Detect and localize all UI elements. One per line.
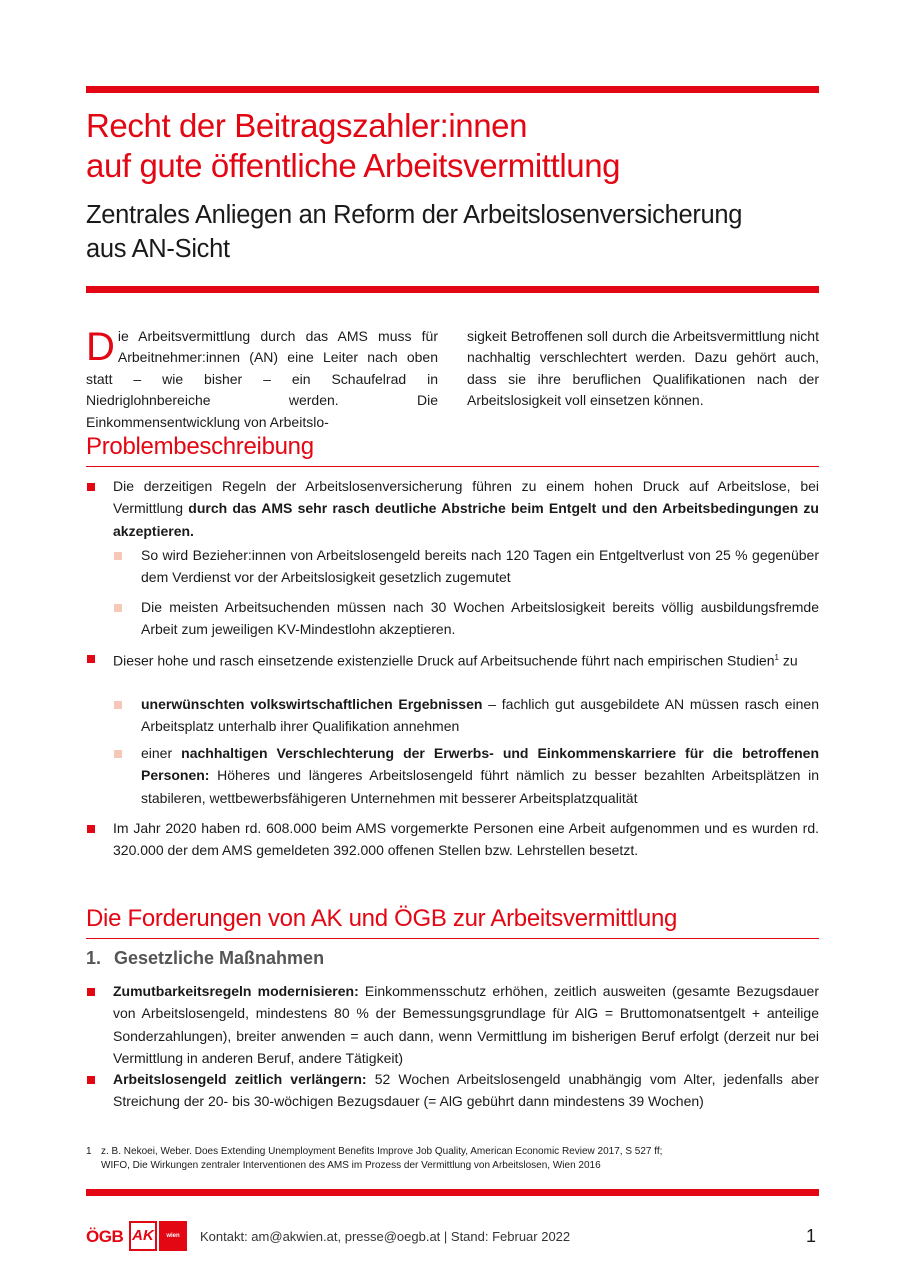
page-number: 1	[806, 1226, 817, 1246]
problem-item-1-sub-1: So wird Bezieher:innen von Arbeitslosengeld bereits nach 120 Tagen ein Entgeltverlust von 25 % gegenüber dem Verdienst vor der Arbeitslosigkeit gesetzlich zugemutet	[141, 547, 819, 586]
problem-item-2	[113, 647, 819, 672]
problem-item-1-text: Die derzeitigen Regeln der Arbeitslosenversicherung führen zu einem hohen Druck auf Arbeitslose, bei Vermittlung	[113, 478, 819, 517]
bullet-square-icon	[87, 1076, 95, 1084]
problem-item-2-text: Dieser hohe und rasch einsetzende existenzielle Druck auf Arbeitsuchende führt nach empirischen Studien	[113, 652, 775, 669]
title-line-1: Recht der Beitragszahler:innen	[86, 107, 528, 144]
ogb-logo: ÖGB	[86, 1227, 124, 1246]
problem-heading-rule	[86, 466, 819, 467]
problem-item-1	[113, 475, 819, 542]
bullet-square-icon	[87, 825, 95, 833]
footnote	[86, 1145, 819, 1173]
bullet-square-icon	[87, 988, 95, 996]
footnote-line-2: WIFO, Die Wirkungen zentraler Interventionen des AMS im Prozess der Vermittlung von Arbeitslosen, Wien 2016	[101, 1160, 601, 1171]
demands-item-1-text: Einkommensschutz erhöhen, zeitlich ausweiten (gesamte Bezugsdauer von Arbeitslosengeld, mindestens 80 % der Bemessungsgrundlage für AlG = Bruttomonatsentgelt + anteilige Sonderzahlungen), breiter anwenden = auch dann, wenn Vermittlung im bisherigen Beruf erfolgt (derzeit nur bei Vermittlung in anderen Beruf, andere Tätigkeit)	[113, 983, 819, 1067]
problem-item-2-sub-2-text: Höheres und längeres Arbeitslosengeld führt nämlich zu besser bezahlten Arbeitsplätzen in stabileren, wettbewerbsfähigeren Unternehmen mit besserer Arbeitsplatzqualität	[141, 767, 819, 806]
section-heading-demands: Die Forderungen von AK und ÖGB zur Arbeitsvermittlung	[86, 905, 678, 932]
demands-item-2-text: 52 Wochen Arbeitslosengeld unabhängig vom Alter, jedenfalls aber Streichung der 20- bis 30-wöchigen Bezugsdauer (= AlG gebührt dann mindestens 39 Wochen)	[113, 1071, 820, 1110]
footnote-line-1: z. B. Nekoei, Weber. Does Extending Unemployment Benefits Improve Job Quality, American Economic Review 2017, S 527 ff;	[101, 1146, 663, 1157]
subtitle-line-2: aus AN-Sicht	[86, 235, 230, 263]
top-rule	[86, 86, 819, 93]
ak-logo: AK	[129, 1221, 157, 1251]
sub-bullet-square-icon	[114, 552, 122, 560]
footer-contact: Kontakt: am@akwien.at, presse@oegb.at | Stand: Februar 2022	[200, 1229, 571, 1244]
bullet-square-icon	[87, 655, 95, 663]
title-line-2: auf gute öffentliche Arbeitsvermittlung	[86, 147, 621, 184]
problem-item-2-sub-2-pre: einer	[141, 745, 182, 761]
intro-column-1	[86, 326, 438, 433]
page-title	[86, 106, 819, 186]
subsection-title: Gesetzliche Maßnahmen	[114, 948, 325, 968]
dropcap: D	[86, 325, 115, 369]
problem-item-1-sub-2: Die meisten Arbeitsuchenden müssen nach 30 Wochen Arbeitslosigkeit bereits völlig ausbildungsfremde Arbeit zum jeweiligen KV-Mindestlohn akzeptieren.	[141, 599, 819, 638]
demands-item-2	[113, 1068, 819, 1113]
subsection-heading-legal	[86, 946, 819, 970]
bullet-square-icon	[87, 483, 95, 491]
problem-item-2-text-end: zu	[778, 652, 798, 669]
section-heading-problem: Problembeschreibung	[86, 433, 314, 460]
problem-item-3: Im Jahr 2020 haben rd. 608.000 beim AMS vorgemerkte Personen eine Arbeit aufgenommen und es wurden rd. 320.000 der dem AMS gemeldeten 392.000 offenen Stellen bzw. Lehrstellen besetzt.	[113, 820, 819, 859]
demands-item-2-bold: Arbeitslosengeld zeitlich verlängern:	[113, 1071, 367, 1087]
sub-bullet-square-icon	[114, 604, 122, 612]
problem-item-1-bold: durch das AMS sehr rasch deutliche Abstriche beim Entgelt und den Arbeitsbedingungen zu akzeptieren.	[113, 500, 819, 539]
footer-rule	[86, 1189, 819, 1196]
header-bottom-rule	[86, 286, 819, 293]
problem-item-2-sub-2	[141, 742, 819, 809]
demands-item-1-bold: Zumutbarkeitsregeln modernisieren:	[113, 983, 359, 999]
problem-item-2-sub-1	[141, 693, 819, 738]
demands-item-1	[113, 980, 819, 1070]
footnote-number: 1	[86, 1146, 92, 1157]
intro-text-2: sigkeit Betroffenen soll durch die Arbeitsvermittlung nicht nachhaltig verschlechtert werden. Dazu gehört auch, dass sie ihre beruflichen Qualifikationen nach der Arbeitslosigkeit voll einsetzen können.	[467, 328, 819, 409]
problem-item-2-sub-1-bold: unerwünschten volkswirtschaftlichen Ergebnissen	[141, 696, 483, 712]
subsection-number: 1.	[86, 948, 102, 968]
problem-item-2-sub-2-bold: nachhaltigen Verschlechterung der Erwerbs- und Einkommenskarriere für die betroffenen Personen:	[141, 745, 819, 784]
intro-column-2	[467, 326, 819, 412]
subtitle-line-1: Zentrales Anliegen an Reform der Arbeitslosenversicherung	[86, 201, 743, 229]
demands-heading-rule	[86, 938, 819, 939]
page-subtitle	[86, 198, 819, 266]
intro-text-1: ie Arbeitsvermittlung durch das AMS muss für Arbeitnehmer:innen (AN) eine Leiter nach oben statt – wie bisher – ein Schaufelrad in Niedriglohnbereiche werden. Die Einkommensentwicklung von Arbeitslo-	[86, 328, 438, 430]
sub-bullet-square-icon	[114, 750, 122, 758]
problem-item-2-sub-1-text: – fachlich gut ausgebildete AN müssen rasch einen Arbeitsplatz unterhalb ihrer Qualifikation annehmen	[141, 696, 820, 735]
footnote-ref: 1	[774, 653, 779, 662]
sub-bullet-square-icon	[114, 701, 122, 709]
wien-logo: wien	[159, 1221, 187, 1251]
